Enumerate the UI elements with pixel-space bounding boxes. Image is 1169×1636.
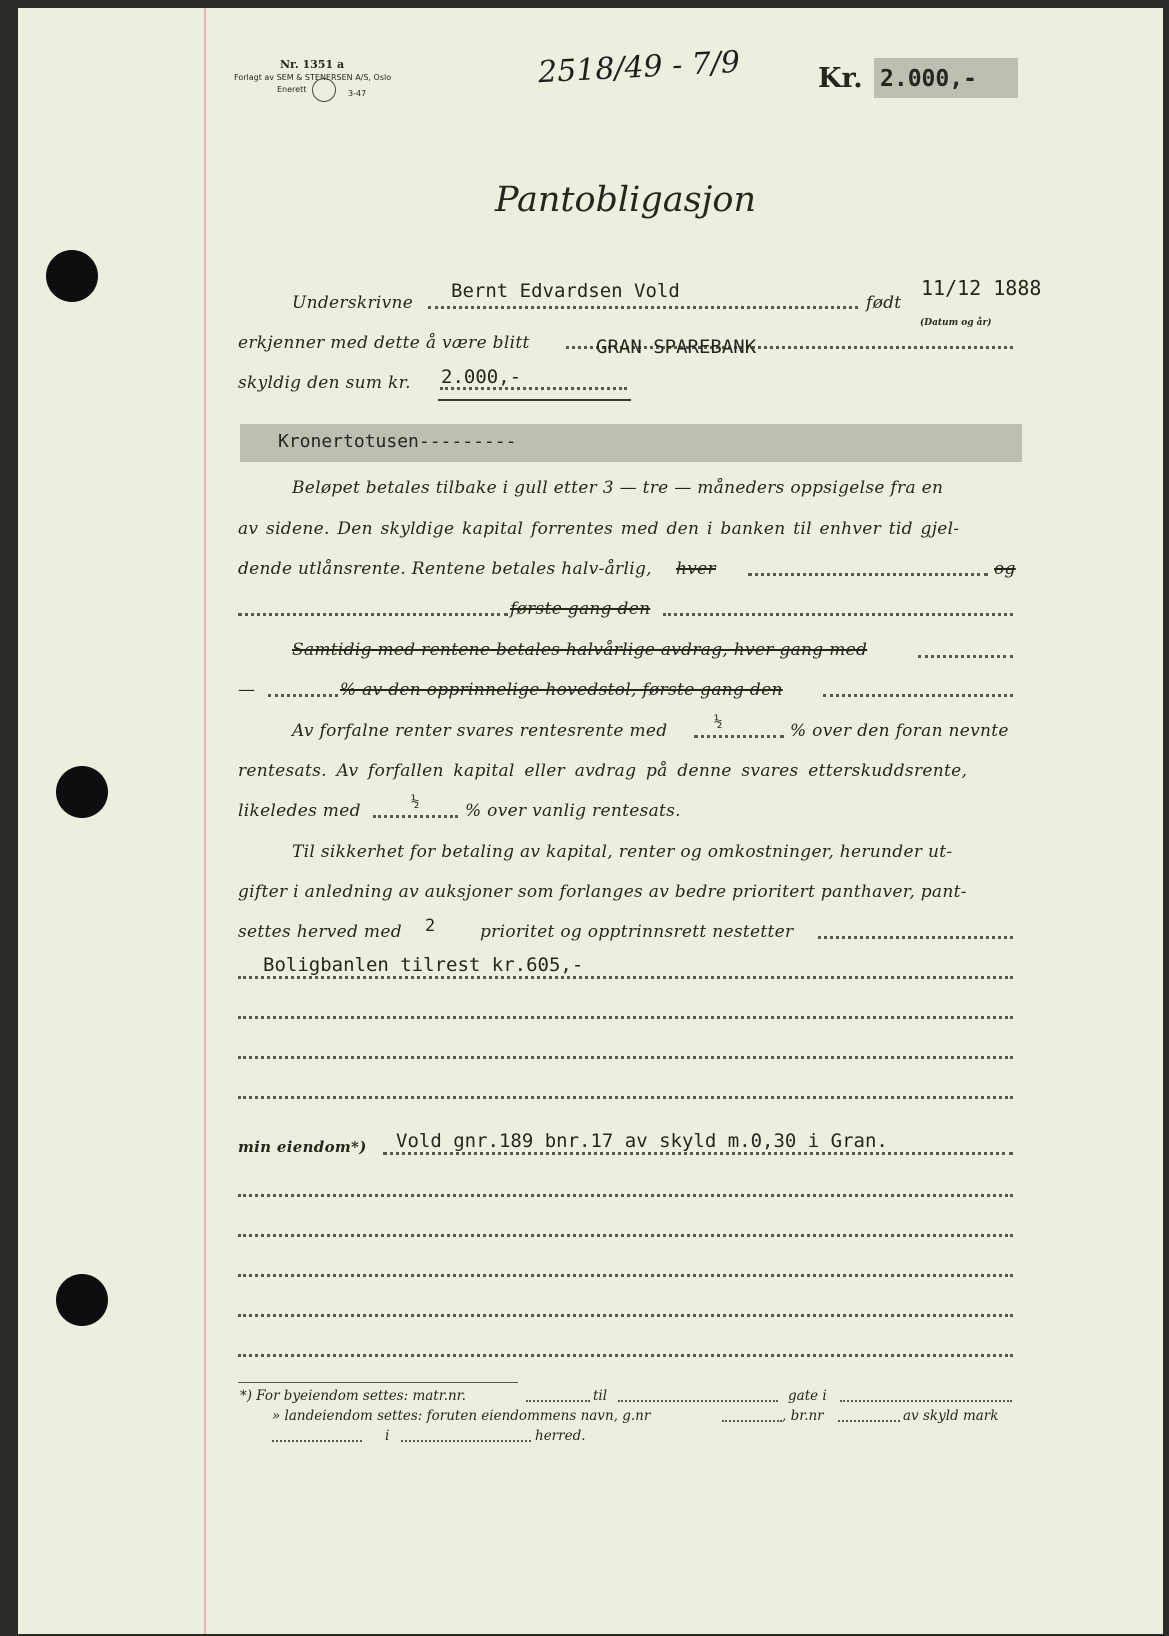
para4-line2: gifter i anledning av auksjoner som forlanges av bedre prioritert panthaver, pant-: [238, 882, 967, 902]
para3-line1-end: % over den foran nevnte: [790, 721, 1009, 741]
para3-line3: likeledes med: [238, 801, 361, 821]
punch-hole: [56, 766, 108, 818]
kr-label: Kr.: [818, 63, 863, 94]
publisher-seal-icon: [312, 78, 336, 102]
underskrivne-label: Underskrivne: [292, 293, 414, 313]
punch-hole: [56, 1274, 108, 1326]
publisher-enerett: Enerett: [277, 85, 307, 94]
para4-line3-end: prioritet og opptrinnsrett nestetter: [480, 922, 794, 942]
struck-hver: hver: [676, 559, 716, 579]
debtor-name: Bernt Edvardsen Vold: [451, 280, 680, 302]
footnote-i: i: [385, 1428, 390, 1444]
para1-line1: Beløpet betales tilbake i gull etter 3 — tre — måneders oppsigelse fra en: [292, 478, 944, 498]
footnote-til: til: [593, 1388, 608, 1404]
para3-line1: Av forfalne renter svares rentesrente med: [292, 721, 668, 741]
margin-rule: [204, 8, 206, 1634]
footnote-gate: gate i: [788, 1388, 827, 1404]
publisher-year: 3-47: [348, 89, 367, 98]
kr-amount: 2.000,-: [880, 66, 977, 92]
struck-forste-gang: første gang den: [510, 599, 651, 619]
birth-date: 11/12 1888: [921, 276, 1042, 300]
eiendom-label: min eiendom*): [238, 1138, 367, 1156]
skyldig-label: skyldig den sum kr.: [238, 373, 411, 393]
publisher-line: Forlagt av SEM & STENERSEN A/S, Oslo: [234, 73, 392, 82]
sum-amount: 2.000,-: [441, 366, 522, 388]
footnote-line2: » landeiendom settes: foruten eiendommens navn, g.nr: [272, 1408, 651, 1424]
dash-lead: —: [238, 680, 256, 700]
para4-line1: Til sikkerhet for betaling av kapital, renter og omkostninger, herunder ut-: [292, 842, 953, 862]
punch-hole: [46, 250, 98, 302]
rentesrente-rate: ½: [714, 714, 723, 730]
para3-line3-end: % over vanlig rentesats.: [465, 801, 681, 821]
property-description: Vold gnr.189 bnr.17 av skyld m.0,30 i Gran.: [396, 1130, 888, 1152]
handwritten-reference: 2518/49 - 7/9: [537, 44, 741, 91]
footnote-brnr: , br.nr: [782, 1408, 824, 1424]
para1-line3: dende utlånsrente. Rentene betales halv-årlig,: [238, 559, 652, 579]
document-page: [18, 8, 1163, 1634]
para4-line3: settes herved med: [238, 922, 402, 942]
struck-og: og: [994, 559, 1016, 579]
para3-line2: rentesats. Av forfallen kapital eller avdrag på denne svares etterskuddsrente,: [238, 761, 968, 781]
datum-note: (Datum og år): [920, 318, 992, 328]
erkjenner-label: erkjenner med dette å være blitt: [238, 333, 530, 353]
amount-in-words: Kronertotusen---------: [278, 431, 517, 452]
struck-avdrag-clause: Samtidig med rentene betales halvårlige avdrag, hver gang med: [292, 640, 868, 660]
prior-lien: Boligbanlen tilrest kr.605,-: [263, 954, 584, 976]
creditor-name: GRAN SPAREBANK: [596, 336, 757, 358]
fodt-label: født: [866, 293, 902, 313]
struck-hovedstol-clause: % av den opprinnelige hovedstol, første gang den: [340, 680, 783, 700]
document-title: Pantobligasjon: [495, 180, 757, 220]
form-number: Nr. 1351 a: [280, 58, 345, 71]
para1-line2: av sidene. Den skyldige kapital forrentes med den i banken til enhver tid gjel-: [238, 519, 960, 539]
priority-number: 2: [425, 916, 436, 936]
etterskudd-rate: ½: [411, 794, 420, 810]
footnote-skyld: av skyld mark: [903, 1408, 999, 1424]
footnote-line1: *) For byeiendom settes: matr.nr.: [240, 1388, 466, 1404]
footnote-herred: herred.: [535, 1428, 586, 1444]
